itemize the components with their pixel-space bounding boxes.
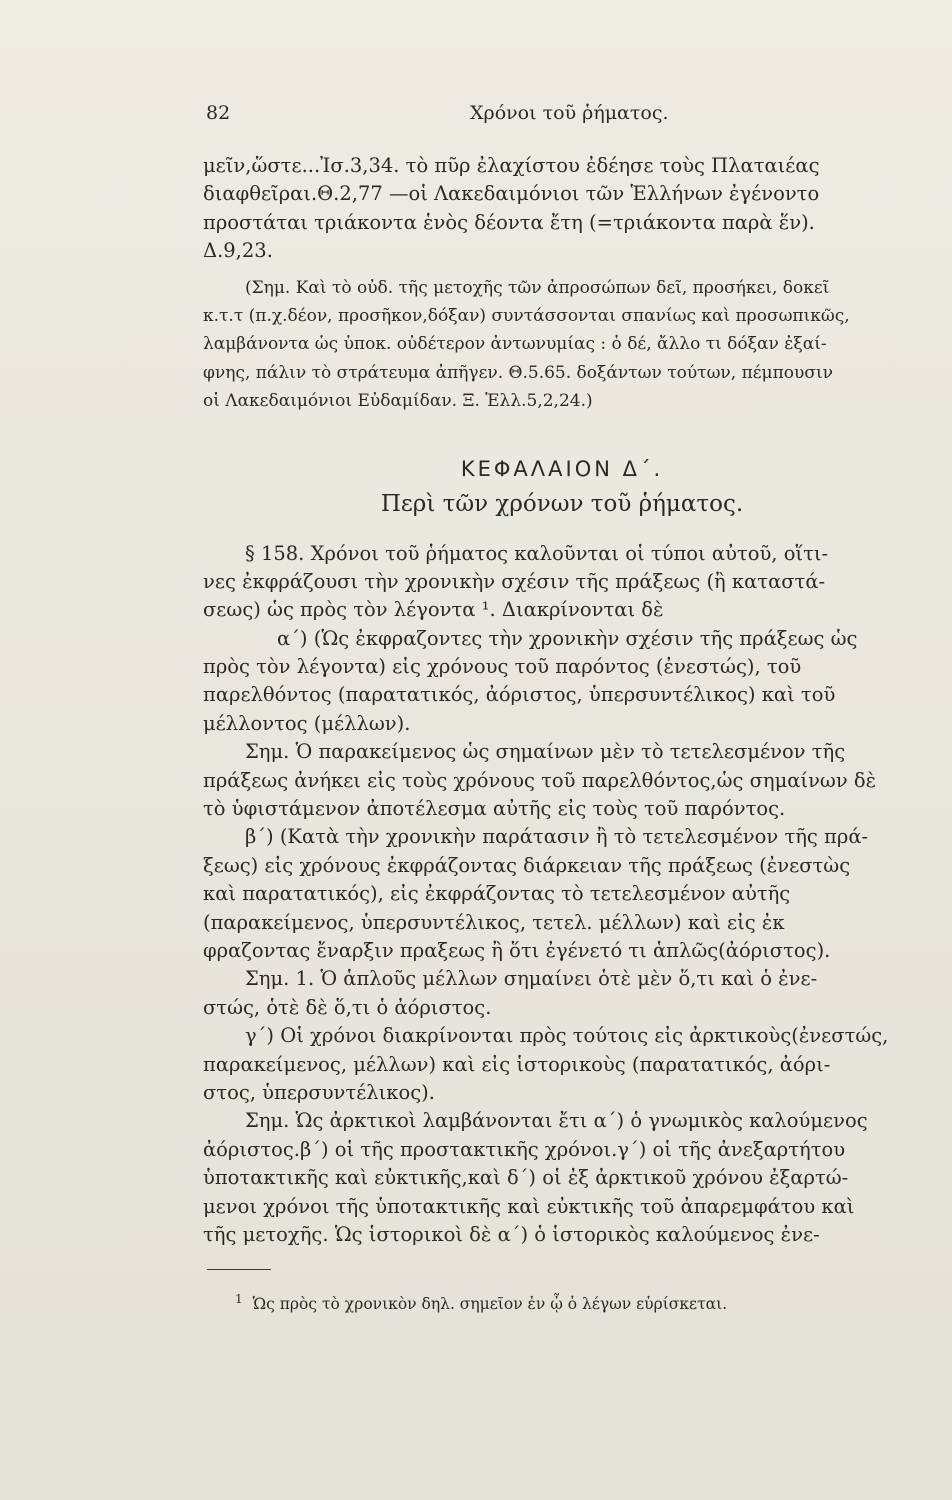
text-line: πρὸς τὸν λέγοντα) εἰς χρόνους τοῦ παρόντος (ἐνεστώς), τοῦ [203,655,802,679]
page-header [0,102,952,132]
footnote [203,1286,933,1312]
section-158 [203,540,933,1250]
text-line: β΄) (Κατὰ τὴν χρονικὴν παράτασιν ἢ τὸ τετελεσμένον τῆς πρά- [245,825,869,849]
chapter-subtitle: Περὶ τῶν χρόνων τοῦ ῥήματος. [380,490,744,517]
text-line: § 158. Χρόνοι τοῦ ῥήματος καλοῦνται οἱ τύποι αὐτοῦ, οἵτι- [245,541,829,565]
text-line: Δ.9,23. [203,239,273,263]
intro-paragraph [203,152,933,266]
footnote-rule [207,1269,271,1270]
note-line: λαμβάνοντα ὡς ὑποκ. οὐδέτερον ἀντωνυμίας : ὁ δέ, ἄλλο τι δόξαν ἐξαί- [203,334,827,355]
note-line: οἱ Λακεδαιμόνιοι Εὐδαμίδαν. Ξ. Ἑλλ.5,2,24.) [203,391,593,412]
note-line: (Σημ. Καὶ τὸ οὐδ. τῆς μετοχῆς τῶν ἀπροσώπων δεῖ, προσήκει, δοκεῖ [245,277,830,298]
note-paragraph [203,274,933,416]
text-line: παρακείμενος, μέλλων) καὶ εἰς ἱστορικοὺς (παρατατικός, ἀόρι- [203,1052,831,1076]
page-number: 82 [206,102,231,124]
text-line: παρελθόντος (παρατατικός, ἀόριστος, ὑπερσυντέλικος) καὶ τοῦ [203,683,836,707]
text-line: φραζοντας ἔναρξιν πραξεως ἢ ὅτι ἐγένετό τι ἁπλῶς(ἀόριστος). [203,938,831,962]
text-line: μενοι χρόνοι τῆς ὑποτακτικῆς καὶ εὐκτικῆς τοῦ ἀπαρεμφάτου καὶ [203,1194,855,1218]
text-line: νες ἐκφράζουσι τὴν χρονικὴν σχέσιν τῆς πράξεως (ἢ καταστά- [203,569,826,593]
text-line: ξεως) εἰς χρόνους ἐκφράζοντας διάρκειαν τῆς πράξεως (ἐνεστὼς [203,853,851,877]
text-line: ὑποτακτικῆς καὶ εὐκτικῆς,καὶ δ΄) οἱ ἐξ ἀρκτικοῦ χρόνου ἐξαρτώ- [203,1166,849,1190]
text-line: πράξεως ἀνήκει εἰς τοὺς χρόνους τοῦ παρελθόντος,ὡς σημαίνων δὲ [203,768,877,792]
note-line: κ.τ.τ (π.χ.δέον, προσῆκον,δόξαν) συντάσσονται σπανίως καὶ προσωπικῶς, [203,305,850,326]
text-line: Σημ. Ὁ παρακείμενος ὡς σημαίνων μὲν τὸ τετελεσμένον τῆς [245,740,846,764]
text-line: διαφθεῖραι.Θ.2,77 —οἱ Λακεδαιμόνιοι τῶν Ἑλλήνων ἐγένοντο [203,182,820,206]
text-line: τὸ ὑφιστάμενον ἀποτέλεσμα αὐτῆς εἰς τοὺς τοῦ παρόντος. [203,797,786,821]
text-line: Σημ. 1. Ὁ ἁπλοῦς μέλλων σημαίνει ὁτὲ μὲν ὅ,τι καὶ ὁ ἐνε- [245,967,818,991]
text-line: καὶ παρατατικός), εἰς ἐκφράζοντας τὸ τετελεσμένον αὐτῆς [203,882,791,906]
text-line: μεῖν,ὥστε...Ἰσ.3,34. τὸ πῦρ ἐλαχίστου ἐδέησε τοὺς Πλαταιέας [203,154,820,177]
text-line: μέλλοντος (μέλλων). [203,711,411,735]
text-line: στος, ὑπερσυντέλικος). [203,1080,435,1104]
chapter-title: ΚΕΦΑΛΑΙΟΝ Δ΄. [460,456,664,481]
text-line: στώς, ὁτὲ δὲ ὅ,τι ὁ ἀόριστος. [203,995,492,1019]
footnote-text: Ὡς πρὸς τὸ χρονικὸν δηλ. σημεῖον ἐν ᾧ ὁ λέγων εὑρίσκεται. [252,1295,728,1314]
footnote-mark: 1 [235,1292,243,1307]
text-line: ἀόριστος.β΄) οἱ τῆς προστακτικῆς χρόνοι.γ΄) οἱ τῆς ἀνεξαρτήτου [203,1137,846,1161]
text-line: προστάται τριάκοντα ἑνὸς δέοντα ἔτη (=τριάκοντα παρὰ ἕν). [203,210,815,234]
text-line: (παρακείμενος, ὑπερσυντέλικος, τετελ. μέλλων) καὶ εἰς ἐκ [203,910,785,934]
text-line: σεως) ὡς πρὸς τὸν λέγοντα ¹. Διακρίνονται δὲ [203,598,664,622]
running-title: Χρόνοι τοῦ ῥήματος. [470,102,669,124]
note-line: φνης, πάλιν τὸ στράτευμα ἀπῆγεν. Θ.5.65. δοξάντων τούτων, πέμπουσιν [203,362,833,383]
text-line: α΄) (Ὡς ἐκφραζοντες τὴν χρονικὴν σχέσιν τῆς πράξεως ὡς [277,626,858,650]
page-content [203,152,933,1312]
text-line: γ΄) Οἱ χρόνοι διακρίνονται πρὸς τούτοις εἰς ἀρκτικοὺς(ἐνεστώς, [245,1024,889,1048]
text-line: Σημ. Ὡς ἀρκτικοὶ λαμβάνονται ἔτι α΄) ὁ γνωμικὸς καλούμενος [245,1109,868,1133]
text-line: τῆς μετοχῆς. Ὡς ἱστορικοὶ δὲ α΄) ὁ ἱστορικὸς καλούμενος ἐνε- [203,1222,820,1246]
